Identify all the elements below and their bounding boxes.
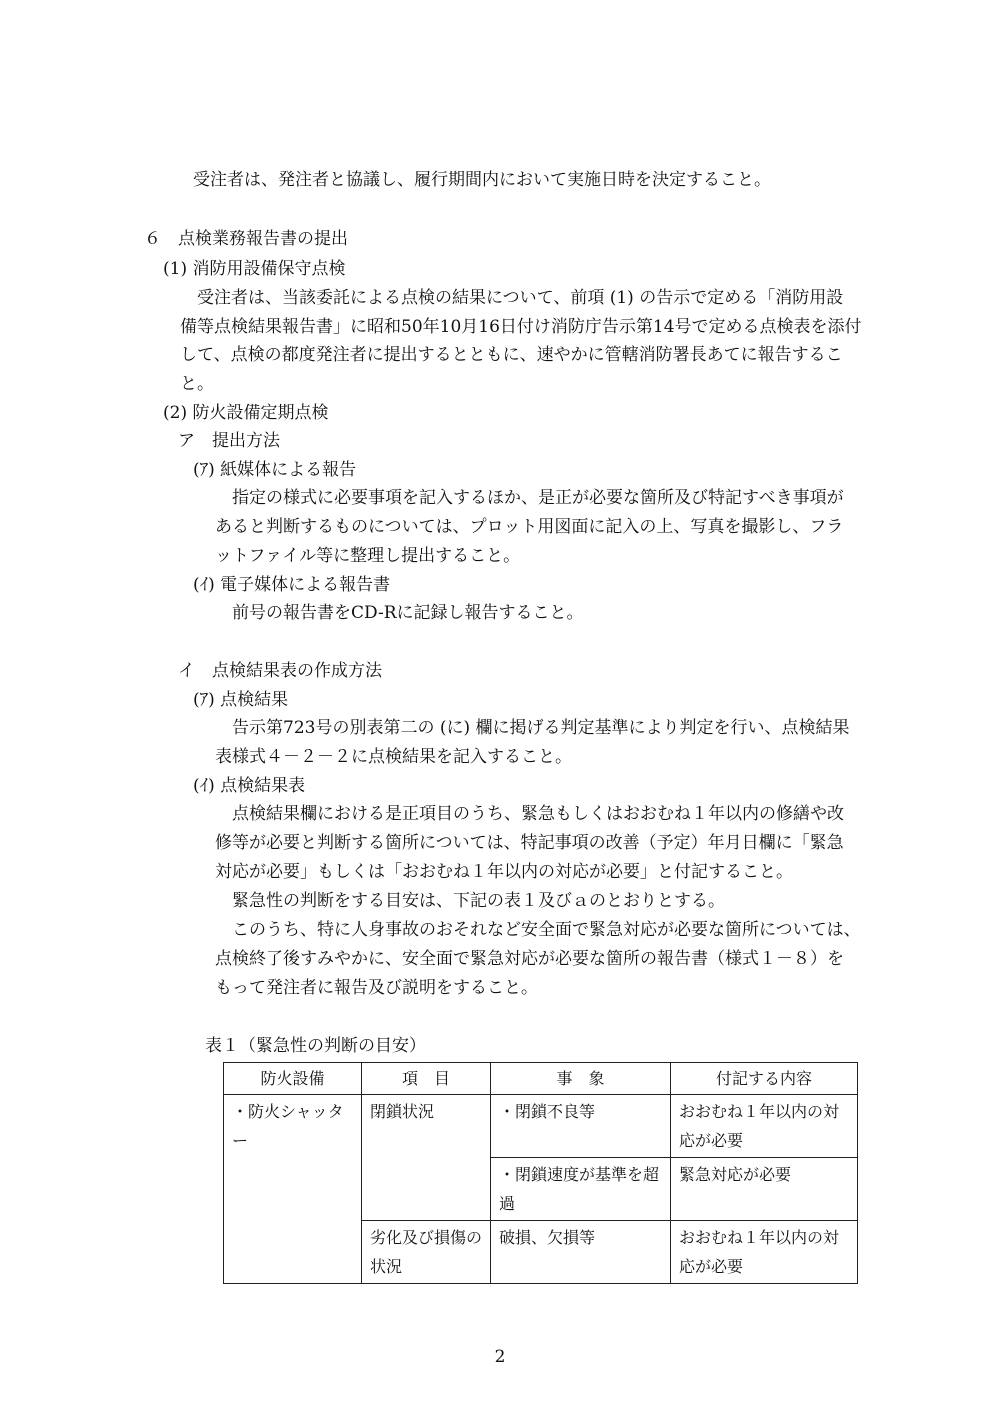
table-header-row (224, 1063, 858, 1095)
text-line: 受注者は、当該委託による点検の結果について、前項 (1) の告示で定める「消防用設 (197, 288, 844, 308)
urgency-table (223, 1062, 858, 1284)
text-line: 点検結果欄における是正項目のうち、緊急もしくはおおむね１年以内の修繕や改 (232, 804, 844, 824)
header-event: 事 象 (491, 1063, 671, 1095)
text-line: ア 提出方法 (178, 431, 280, 451)
cell-item-deterioration: 劣化及び損傷の状況 (362, 1221, 491, 1284)
text-line: 対応が必要」もしくは「おおむね１年以内の対応が必要」と付記すること。 (215, 862, 793, 882)
text-line: と。 (180, 374, 214, 394)
cell-event: ・閉鎖速度が基準を超過 (491, 1158, 671, 1221)
text-line: 表１（緊急性の判断の目安） (205, 1036, 426, 1056)
cell-note: 緊急対応が必要 (671, 1158, 858, 1221)
text-line: (ｱ) 点検結果 (193, 690, 289, 710)
text-line: ６ 点検業務報告書の提出 (144, 229, 348, 249)
text-line: して、点検の都度発注者に提出するとともに、速やかに管轄消防署長あてに報告するこ (180, 345, 843, 365)
text-line: 前号の報告書をCD-Rに記録し報告すること。 (232, 603, 584, 623)
text-line: もって発注者に報告及び説明をすること。 (215, 978, 538, 998)
cell-event: ・閉鎖不良等 (491, 1095, 671, 1158)
text-line: (ｲ) 点検結果表 (193, 776, 306, 796)
cell-note: おおむね１年以内の対応が必要 (671, 1095, 858, 1158)
text-line: 指定の様式に必要事項を記入するほか、是正が必要な箇所及び特記すべき事項が (232, 488, 844, 508)
table-row (224, 1095, 858, 1158)
text-line: (1) 消防用設備保守点検 (163, 259, 346, 279)
cell-equipment: ・防火シャッター (224, 1095, 362, 1284)
text-line: イ 点検結果表の作成方法 (178, 661, 382, 681)
text-line: このうち、特に人身事故のおそれなど安全面で緊急対応が必要な箇所については、 (232, 920, 861, 940)
text-line: (2) 防火設備定期点検 (163, 403, 329, 423)
text-line: ットファイル等に整理し提出すること。 (215, 546, 521, 566)
text-line: 緊急性の判断をする目安は、下記の表１及びａのとおりとする。 (232, 891, 725, 911)
text-line: 点検終了後すみやかに、安全面で緊急対応が必要な箇所の報告書（様式１－８）を (215, 949, 844, 969)
cell-event: 破損、欠損等 (491, 1221, 671, 1284)
text-line: 受注者は、発注者と協議し、履行期間内において実施日時を決定すること。 (193, 170, 771, 190)
text-line: (ｲ) 電子媒体による報告書 (193, 575, 391, 595)
text-line: 修等が必要と判断する箇所については、特記事項の改善（予定）年月日欄に「緊急 (215, 833, 844, 853)
text-line: (ｱ) 紙媒体による報告 (193, 460, 357, 480)
cell-note: おおむね１年以内の対応が必要 (671, 1221, 858, 1284)
header-note: 付記する内容 (671, 1063, 858, 1095)
text-line: 告示第723号の別表第二の (に) 欄に掲げる判定基準により判定を行い、点検結果 (232, 718, 850, 738)
text-line: 備等点検結果報告書」に昭和50年10月16日付け消防庁告示第14号で定める点検表を添付 (180, 317, 862, 337)
header-item: 項 目 (362, 1063, 491, 1095)
cell-item-closing: 閉鎖状況 (362, 1095, 491, 1221)
text-line: 表様式４－２－２に点検結果を記入すること。 (215, 747, 572, 767)
header-equipment: 防火設備 (224, 1063, 362, 1095)
text-line: あると判断するものについては、プロット用図面に記入の上、写真を撮影し、フラ (215, 517, 844, 537)
page-number: 2 (494, 1347, 506, 1367)
